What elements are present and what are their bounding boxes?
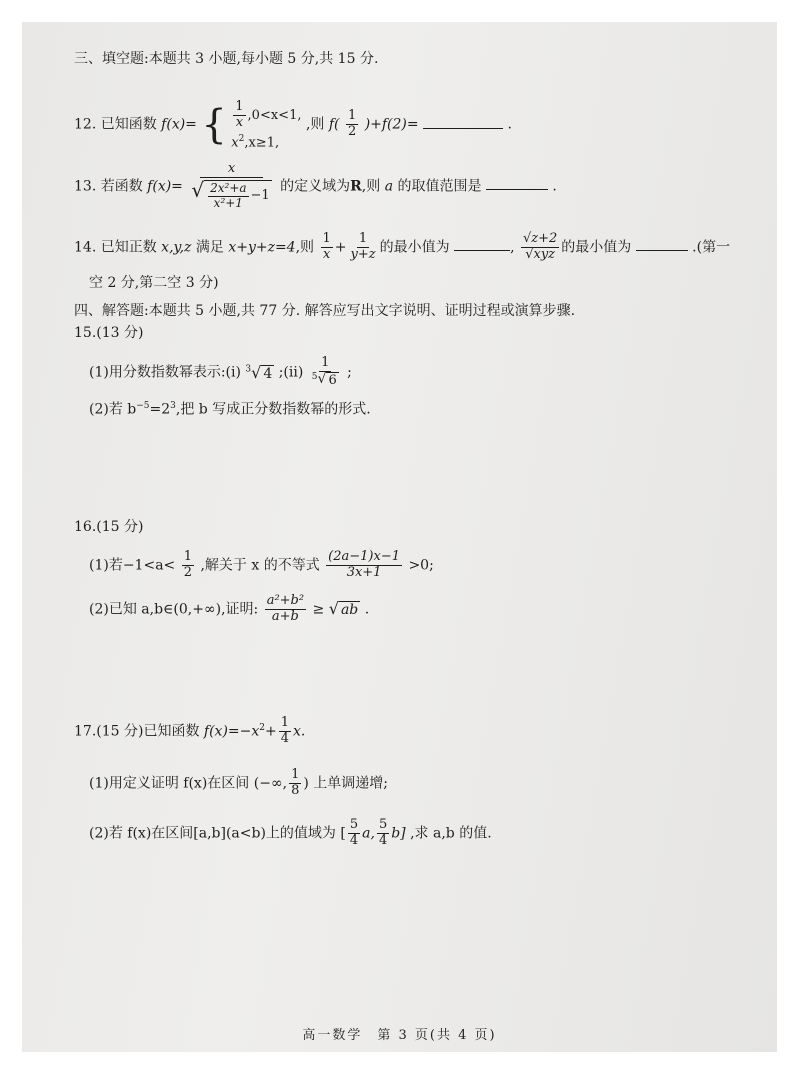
q17-eighth: $\frac{1}{8}$ [291, 767, 300, 798]
q14-continuation: 空 2 分,第二空 3 分) [89, 275, 219, 291]
q15-title: 15.(13 分) [74, 325, 144, 341]
q12-fx: f(x)= [161, 116, 197, 133]
q13-sqrt: √ $\frac{\text{2x²+a}}{\text{x²+1}}$ −1 [191, 177, 270, 210]
q17-five-fourths-a: $\frac{5}{4}$ [349, 817, 359, 848]
q14-frac-1-over-yz: $\frac{1}{y+z}$ [350, 231, 376, 262]
q12-piece2: $x^2,x\ge 1$, [231, 133, 280, 151]
bleed-through-text [582, 52, 699, 71]
q12-answer-blank[interactable] [423, 128, 503, 129]
q17-part2: (2)若 f(x)在区间[a,b](a<b)上的值域为 [ $\frac{5}{4}$ a, $\frac{5}{4}$ b] ,求 a,b 的值. [89, 817, 492, 848]
q13-answer-blank[interactable] [486, 189, 548, 190]
q13-main-frac: x √ $\frac{\text{2x²+a}}{\text{x²+1}}$ −1 [191, 161, 270, 210]
q15-part1: (1)用分数指数幂表示:(i) $^3$ √ 4 ;(ii) 1 $^5$ √ 6 ; [89, 355, 352, 389]
exam-page [22, 22, 777, 1052]
q16-half: $\frac{1}{2}$ [183, 549, 193, 580]
q12-text: 已知函数 [100, 116, 157, 133]
q17-quarter: $\frac{1}{4}$ [280, 715, 290, 746]
q12-piecewise [231, 100, 301, 149]
q13-number: 13. [74, 178, 97, 195]
q17-part1: (1)用定义证明 f(x)在区间 (−∞, $\frac{1}{8}$ ) 上单调递增; [89, 767, 388, 798]
q12-then: ,则 [305, 116, 325, 133]
q16-title: 16.(15 分) [74, 519, 144, 535]
question-12: 12. 已知函数 f(x)= { $\frac{1}{x}$ ,0<x<1, $x^2,x\ge 1$, ,则 f( $\frac{1}{2}$ )+f(2)= . [74, 99, 512, 151]
q12-piece1-frac: $\frac{1}{x}$ [235, 99, 244, 130]
q15-cube-root: $^3$ √ 4 [245, 362, 273, 382]
q17-title: 17.(15 分)已知函数 $f(x)=-x^2+$ $\frac{1}{4}$ x. [74, 715, 306, 746]
q12-number: 12. [74, 116, 97, 133]
section3-header: 三、填空题:本题共 3 小题,每小题 5 分,共 15 分. [74, 51, 379, 67]
question-14: 14. 已知正数 x,y,z 满足 x+y+z=4,则 $\frac{1}{x}$ + $\frac{1}{y+z}$ 的最小值为 , $\frac{√z+2}{\text{√xyz}}$ 的最小值为 .(第一 [74, 231, 731, 262]
q14-frac-sqrt: $\frac{√z+2}{\text{√xyz}}$ [522, 231, 558, 262]
q16-proof-frac: $\frac{\text{a²+b²}}{a+b}$ [266, 593, 305, 624]
q16-sqrt-ab: √ ab [328, 599, 359, 619]
q17-five-fourths-b: $\frac{5}{4}$ [378, 817, 388, 848]
q14-answer-blank-1[interactable] [454, 250, 510, 251]
section4-header: 四、解答题:本题共 5 小题,共 77 分. 解答应写出文字说明、证明过程或演算步骤. [74, 303, 576, 319]
q15-part2: (2)若 $b^{-5}=2^3$,把 b 写成正分数指数幂的形式. [89, 401, 371, 418]
q14-frac-1-over-x: $\frac{1}{x}$ [322, 231, 331, 262]
q15-fifth-root-frac: 1 $^5$ √ 6 [311, 355, 337, 389]
q16-part2: (2)已知 a,b∈(0,+∞),证明: $\frac{\text{a²+b²}}{a+b}$ ≥ √ ab . [89, 593, 370, 624]
q12-brace: { [201, 101, 227, 148]
q14-answer-blank-2[interactable] [636, 250, 688, 251]
question-13: 13. 若函数 f(x)= x √ $\frac{\text{2x²+a}}{\text{x²+1}}$ −1 的定义域为R,则 a 的取值范围是 . [74, 161, 557, 210]
q12-piece1: $\frac{1}{x}$ ,0<x<1, [235, 99, 302, 130]
q12-half: $\frac{1}{2}$ [347, 108, 357, 140]
page-footer: 高一数学 第 3 页(共 4 页) [302, 1028, 497, 1043]
q14-number: 14. [74, 239, 97, 256]
q16-part1: (1)若−1<a< $\frac{1}{2}$ ,解关于 x 的不等式 $\frac{(2a-1)x-1}{3x+1}$ >0; [89, 549, 434, 580]
q16-inequality-frac: $\frac{(2a-1)x-1}{3x+1}$ [328, 549, 400, 580]
